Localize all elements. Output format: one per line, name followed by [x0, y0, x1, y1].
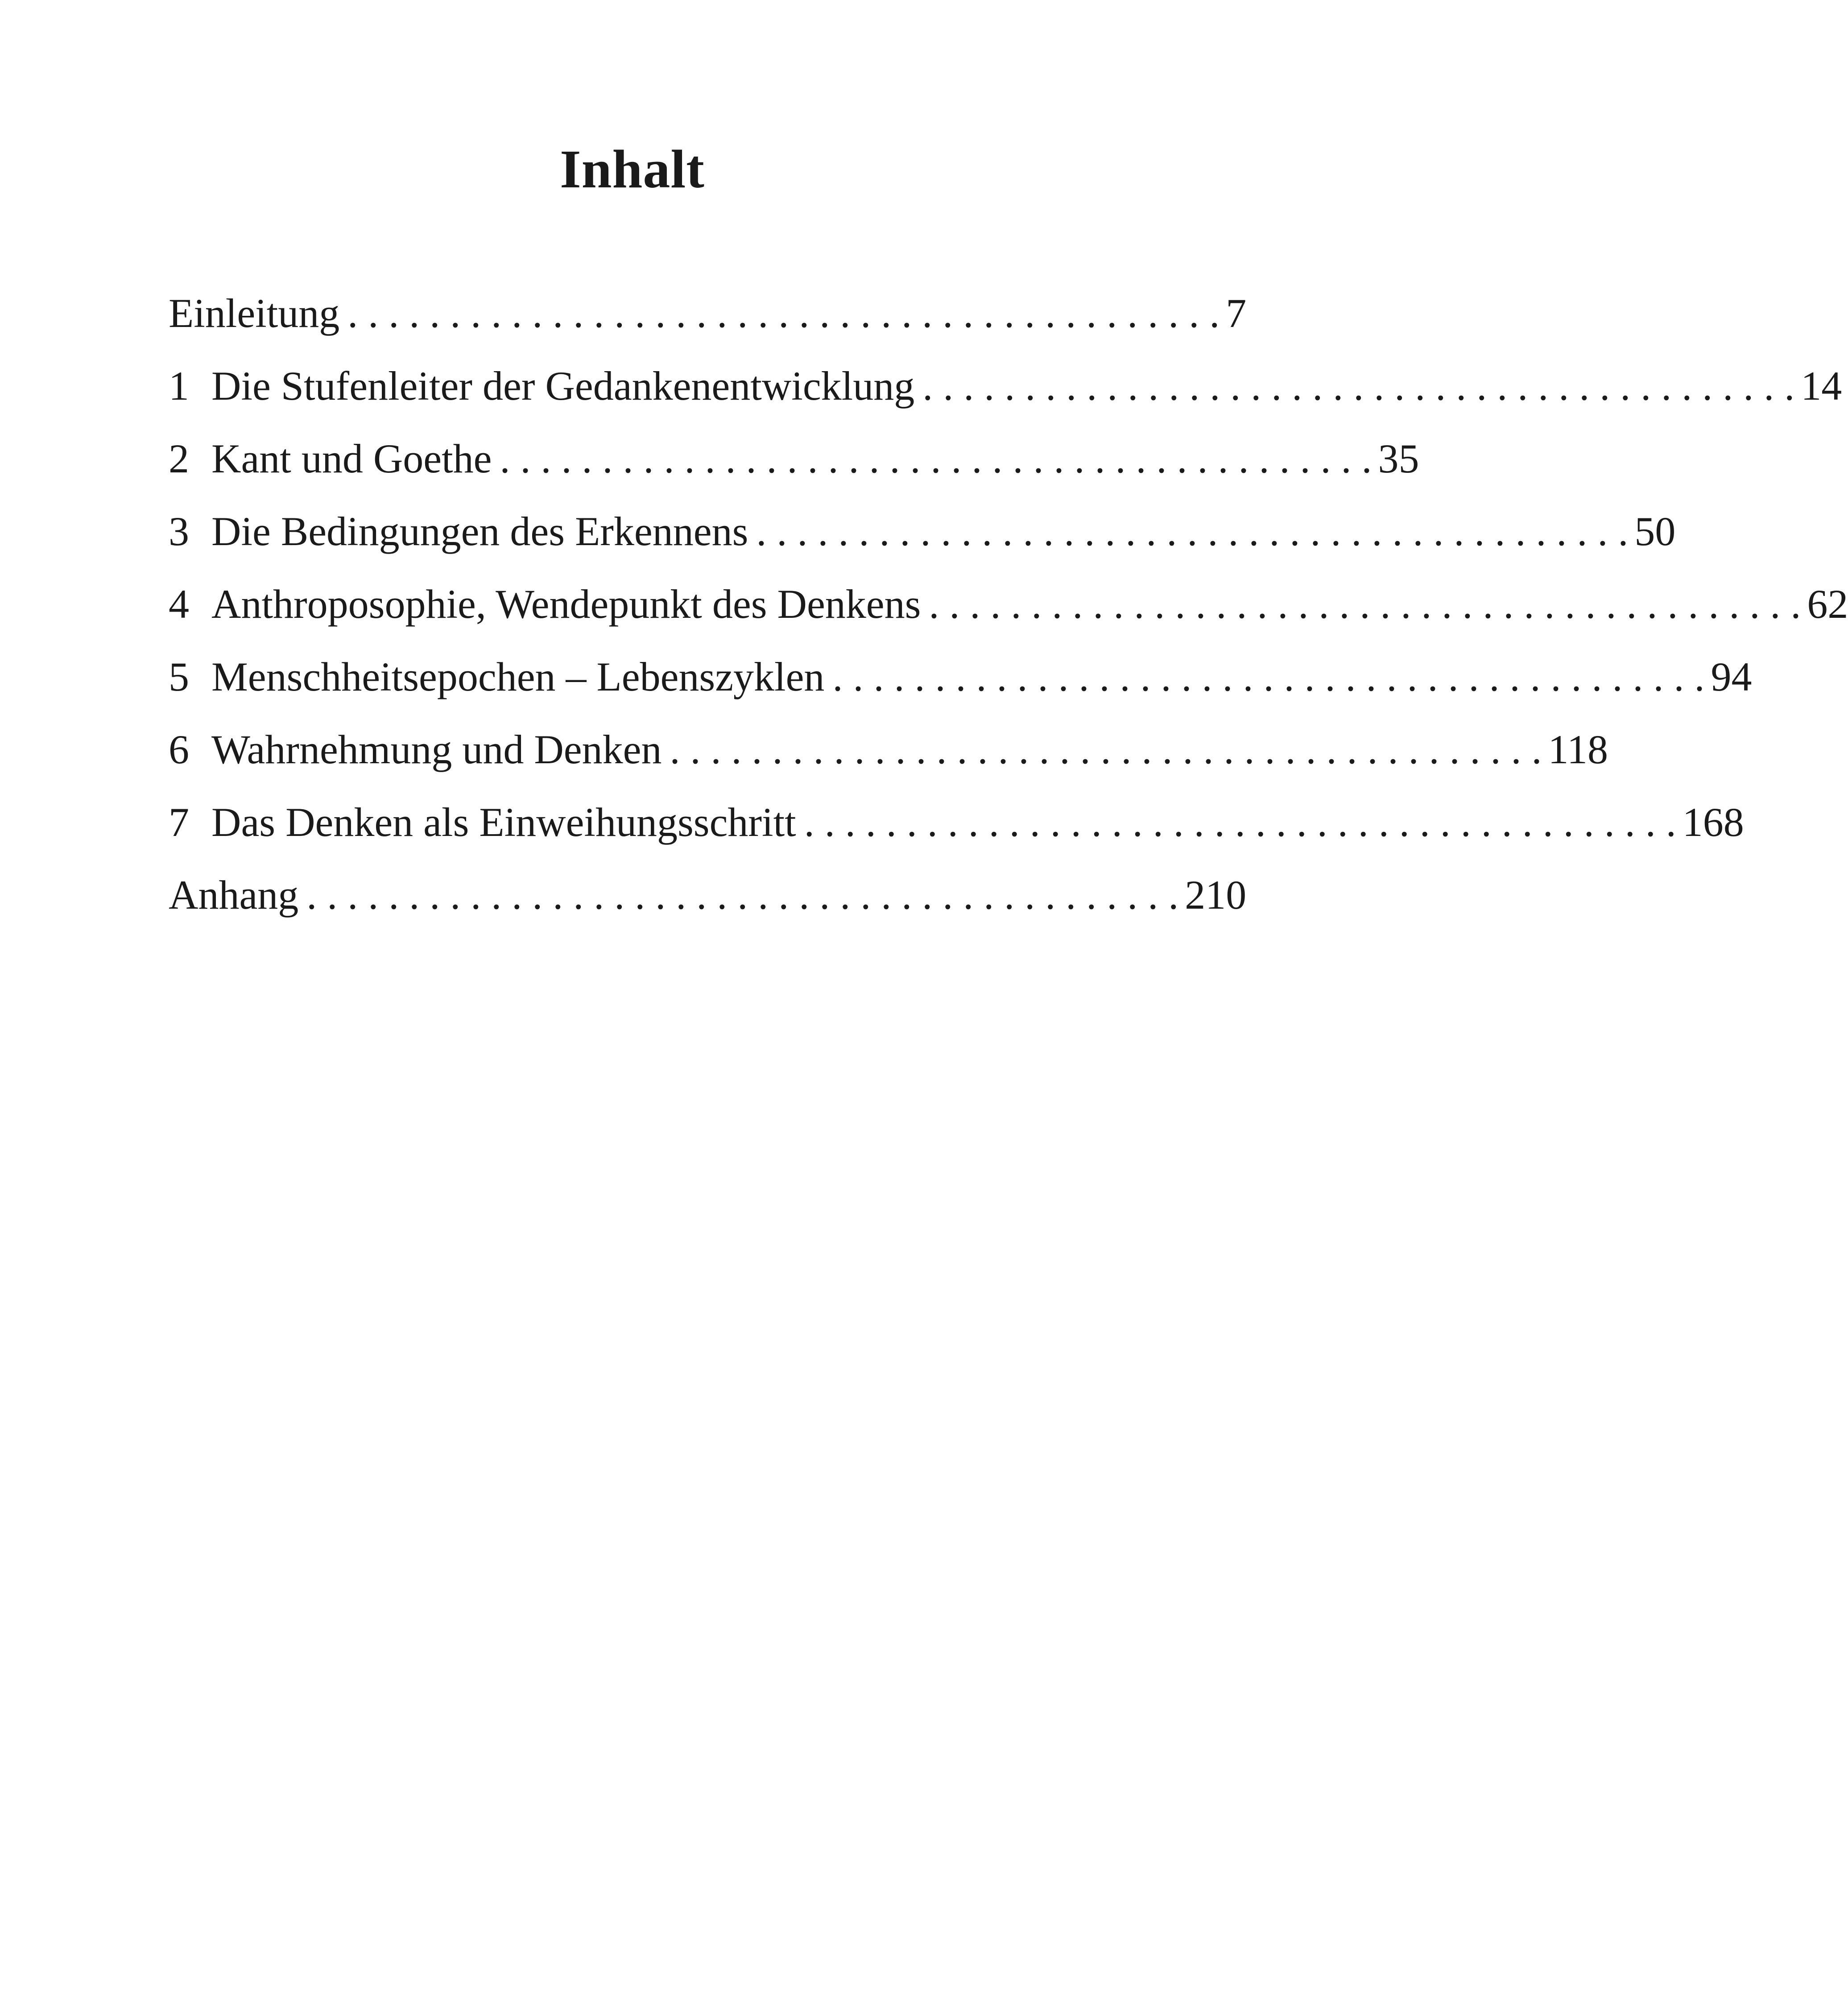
- toc-entry-title: Anhang: [169, 872, 299, 918]
- toc-entry-title: Anthroposophie, Wendepunkt des Denkens: [211, 581, 921, 627]
- dot-leader: . . . . . . . . . . . . . . . . . . . . . . . . . . . . . . . . . . . . . . . . . . .: [832, 654, 1705, 699]
- toc-entry: [169, 640, 1752, 713]
- toc-entry: [169, 277, 1247, 349]
- toc-entry: [169, 422, 1419, 495]
- toc-entry-title: Wahrnehmung und Denken: [211, 726, 662, 772]
- dot-leader: . . . . . . . . . . . . . . . . . . . . . . . . . . . . . . . . . . . . . . . . . . .: [929, 581, 1801, 627]
- toc-entry: [169, 858, 1247, 931]
- toc-entry: [169, 786, 1744, 858]
- toc-entry-title: Das Denken als Einweihungsschritt: [211, 799, 796, 845]
- toc-entry-number: 7: [169, 799, 189, 845]
- toc-entry-page: 94: [1711, 654, 1752, 699]
- toc-entry-page: 118: [1548, 726, 1608, 772]
- dot-leader: . . . . . . . . . . . . . . . . . . . . . . . . . . . . . . . . . . . . . . . . . . .: [756, 508, 1629, 554]
- toc-entry-page: 62: [1807, 581, 1848, 627]
- toc-entry-page: 210: [1185, 872, 1247, 918]
- toc-entry-page: 168: [1682, 799, 1744, 845]
- dot-leader: . . . . . . . . . . . . . . . . . . . . . . . . . . . . . . . . . . . . . . . . . . .: [922, 363, 1795, 409]
- toc-entry-title: Einleitung: [169, 290, 340, 336]
- page-title: Inhalt: [560, 139, 705, 199]
- toc-entry-title: Die Bedingungen des Erkennens: [211, 508, 748, 554]
- table-of-contents: [169, 277, 1848, 931]
- toc-entry-title: Menschheitsepochen – Lebenszyklen: [211, 654, 825, 699]
- toc-entry-number: 5: [169, 654, 189, 699]
- toc-entry-number: 2: [169, 435, 189, 481]
- toc-entry: [169, 567, 1848, 640]
- toc-entry-number: 4: [169, 581, 189, 627]
- dot-leader: . . . . . . . . . . . . . . . . . . . . . . . . . . . . . . . . . . . . . . . . . . .: [347, 290, 1220, 336]
- toc-entry-page: 7: [1226, 290, 1247, 336]
- toc-entry-number: 6: [169, 726, 189, 772]
- toc-entry-title: Die Stufenleiter der Gedankenentwicklung: [211, 363, 915, 409]
- toc-entry-page: 50: [1634, 508, 1676, 554]
- dot-leader: . . . . . . . . . . . . . . . . . . . . . . . . . . . . . . . . . . . . . . . . . . .: [306, 872, 1179, 918]
- dot-leader: . . . . . . . . . . . . . . . . . . . . . . . . . . . . . . . . . . . . . . . . . . .: [670, 726, 1542, 772]
- dot-leader: . . . . . . . . . . . . . . . . . . . . . . . . . . . . . . . . . . . . . . . . . . .: [804, 799, 1676, 845]
- toc-entry-title: Kant und Goethe: [211, 435, 492, 481]
- toc-entry-page: 35: [1378, 435, 1419, 481]
- toc-entry: [169, 495, 1676, 567]
- toc-entry-page: 14: [1801, 363, 1842, 409]
- toc-entry-number: 1: [169, 363, 189, 409]
- toc-entry-number: 3: [169, 508, 189, 554]
- dot-leader: . . . . . . . . . . . . . . . . . . . . . . . . . . . . . . . . . . . . . . . . . . .: [500, 435, 1372, 481]
- toc-entry: [169, 713, 1608, 786]
- toc-entry: [169, 349, 1842, 422]
